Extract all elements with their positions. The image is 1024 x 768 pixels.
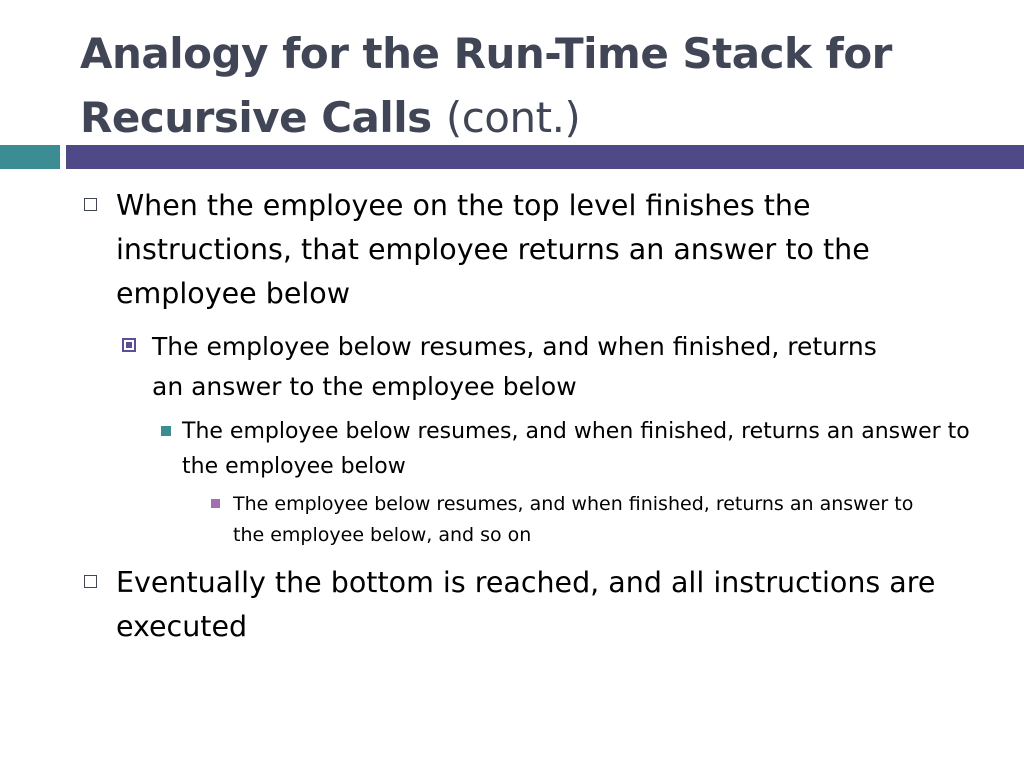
slide-title [80,22,1000,150]
slide-title-bold: Analogy for the Run-Time Stack for Recursive Calls [80,29,892,142]
accent-bar-left [0,145,60,169]
slide-title-cont: (cont.) [445,93,581,142]
bullet-text: The employee below resumes, and when finished, returns an answer to the employee below [152,332,877,401]
bullet-text: The employee below resumes, and when finished, returns an answer to the employee below, and so on [233,493,914,546]
hollow-square-bullet-icon [84,575,97,588]
bullet-text: The employee below resumes, and when finished, returns an answer to the employee below [182,419,970,479]
filled-square-bullet-icon [161,426,171,436]
hollow-square-bullet-icon [84,198,97,211]
bullet-text: When the employee on the top level finishes the instructions, that employee returns an answer to the employee below [116,189,870,310]
accent-bar-right [66,145,1024,169]
boxed-square-bullet-icon [122,338,136,352]
filled-square-bullet-icon [211,499,220,508]
bullet-text: Eventually the bottom is reached, and all instructions are executed [116,566,936,643]
